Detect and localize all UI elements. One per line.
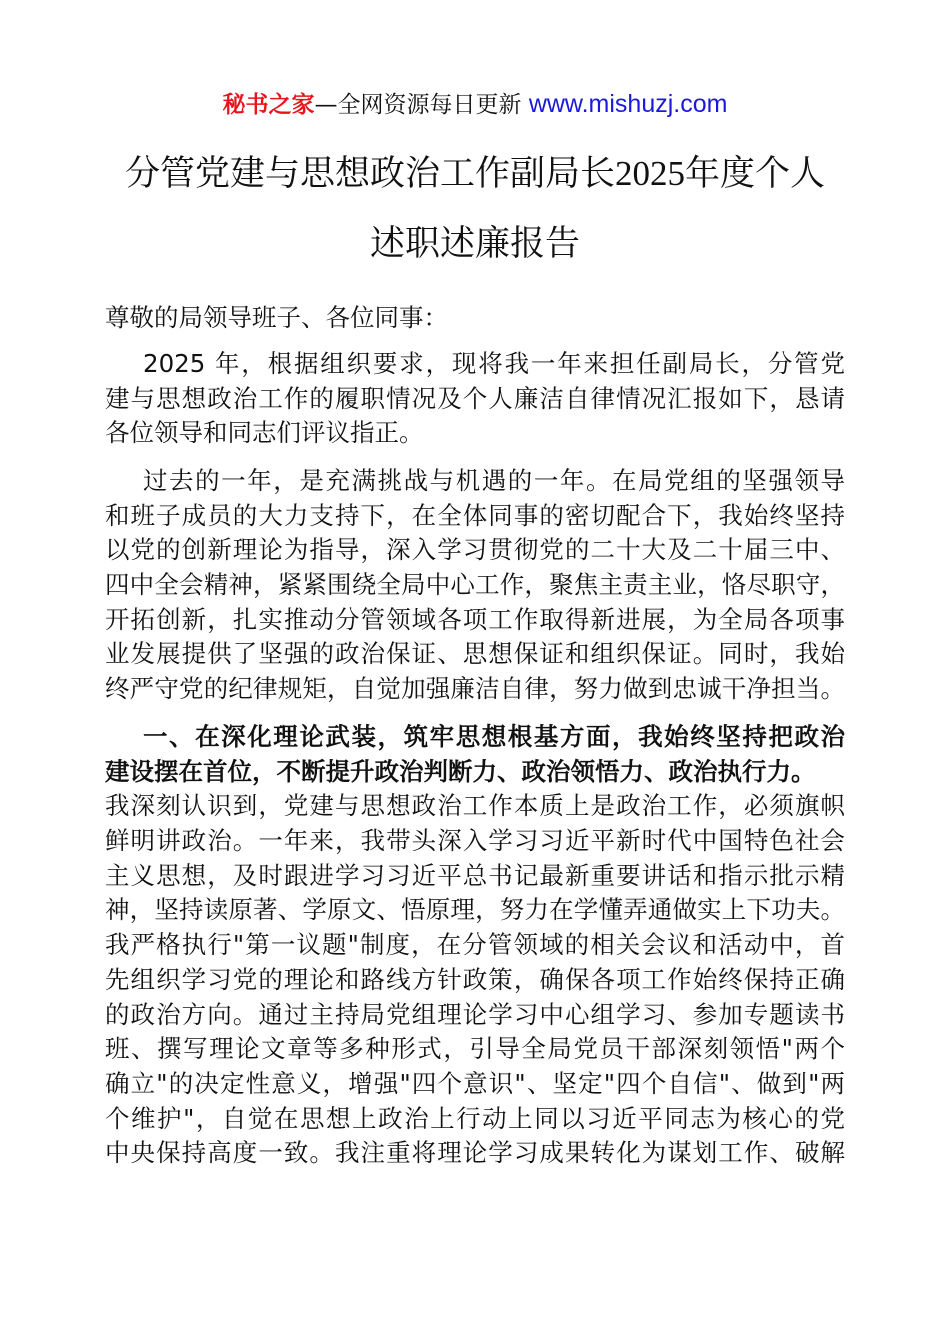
section-heading-line: 建设摆在首位，不断提升政治判断力、政治领悟力、政治执行力。 xyxy=(105,756,816,786)
text-line: 各位领导和同志们评议指正。 xyxy=(105,418,424,448)
greeting xyxy=(105,301,845,336)
text-line: 鲜明讲政治。一年来，我带头深入学习习近平新时代中国特色社会 xyxy=(105,826,845,856)
text-line: 中央保持高度一致。我注重将理论学习成果转化为谋划工作、破解 xyxy=(105,1138,845,1168)
text-line: 我深刻认识到，党建与思想政治工作本质上是政治工作，必须旗帜 xyxy=(105,791,845,821)
text-line: 四中全会精神，紧紧围绕全局中心工作，聚焦主责主业，恪尽职守， xyxy=(105,570,845,600)
text-line: 主义思想，及时跟进学习习近平总书记最新重要讲话和指示批示精 xyxy=(105,860,845,890)
title-year: 2025 xyxy=(615,154,685,193)
site-url-link[interactable]: www.mishuzj.com xyxy=(528,90,728,118)
title-text: 年度个人 xyxy=(685,154,826,194)
paragraph-intro xyxy=(105,347,845,451)
site-banner xyxy=(0,88,950,121)
text-line: 终严守党的纪律规矩，自觉加强廉洁自律，努力做到忠诚干净担当。 xyxy=(105,674,845,704)
banner-tagline: —全网资源每日更新 xyxy=(314,92,529,118)
text-line: 我严格执行"第一议题"制度，在分管领域的相关会议和活动中，首 xyxy=(105,930,845,960)
paragraph-overview xyxy=(105,464,845,707)
text-line: 过去的一年，是充满挑战与机遇的一年。在局党组的坚强领导 xyxy=(143,466,845,495)
greeting-text: 尊敬的局领导班子、各位同事： xyxy=(105,303,448,332)
text-line: 和班子成员的大力支持下，在全体同事的密切配合下，我始终坚持 xyxy=(105,500,845,530)
text-line: 业发展提供了坚强的政治保证、思想保证和组织保证。同时，我始 xyxy=(105,639,845,669)
text-line: 建与思想政治工作的履职情况及个人廉洁自律情况汇报如下，恳请 xyxy=(105,383,845,413)
section-1 xyxy=(105,720,845,1171)
brand-name: 秘书之家 xyxy=(222,92,315,118)
document-title-line-1 xyxy=(0,152,950,196)
text-line: 确立"的决定性意义，增强"四个意识"、坚定"四个自信"、做到"两 xyxy=(105,1068,845,1098)
text-line: 个维护"，自觉在思想上政治上行动上同以习近平同志为核心的党 xyxy=(105,1103,845,1133)
text-line: 先组织学习党的理论和路线方针政策，确保各项工作始终保持正确 xyxy=(105,964,845,994)
text-line: 2025 年，根据组织要求，现将我一年来担任副局长，分管党 xyxy=(143,349,845,378)
text-line: 开拓创新，扎实推动分管领域各项工作取得新进展，为全局各项事 xyxy=(105,604,845,634)
section-heading-line: 一、在深化理论武装，筑牢思想根基方面，我始终坚持把政治 xyxy=(143,722,845,751)
text-line: 以党的创新理论为指导，深入学习贯彻党的二十大及二十届三中、 xyxy=(105,535,845,565)
text-line: 神，坚持读原著、学原文、悟原理，努力在学懂弄通做实上下功夫。 xyxy=(105,895,845,925)
text-line: 班、撰写理论文章等多种形式，引导全局党员干部深刻领悟"两个 xyxy=(105,1034,845,1064)
title-text: 分管党建与思想政治工作副局长 xyxy=(124,154,615,194)
text-line: 的政治方向。通过主持局党组理论学习中心组学习、参加专题读书 xyxy=(105,999,845,1029)
document-title-line-2: 述职述廉报告 xyxy=(369,224,580,264)
